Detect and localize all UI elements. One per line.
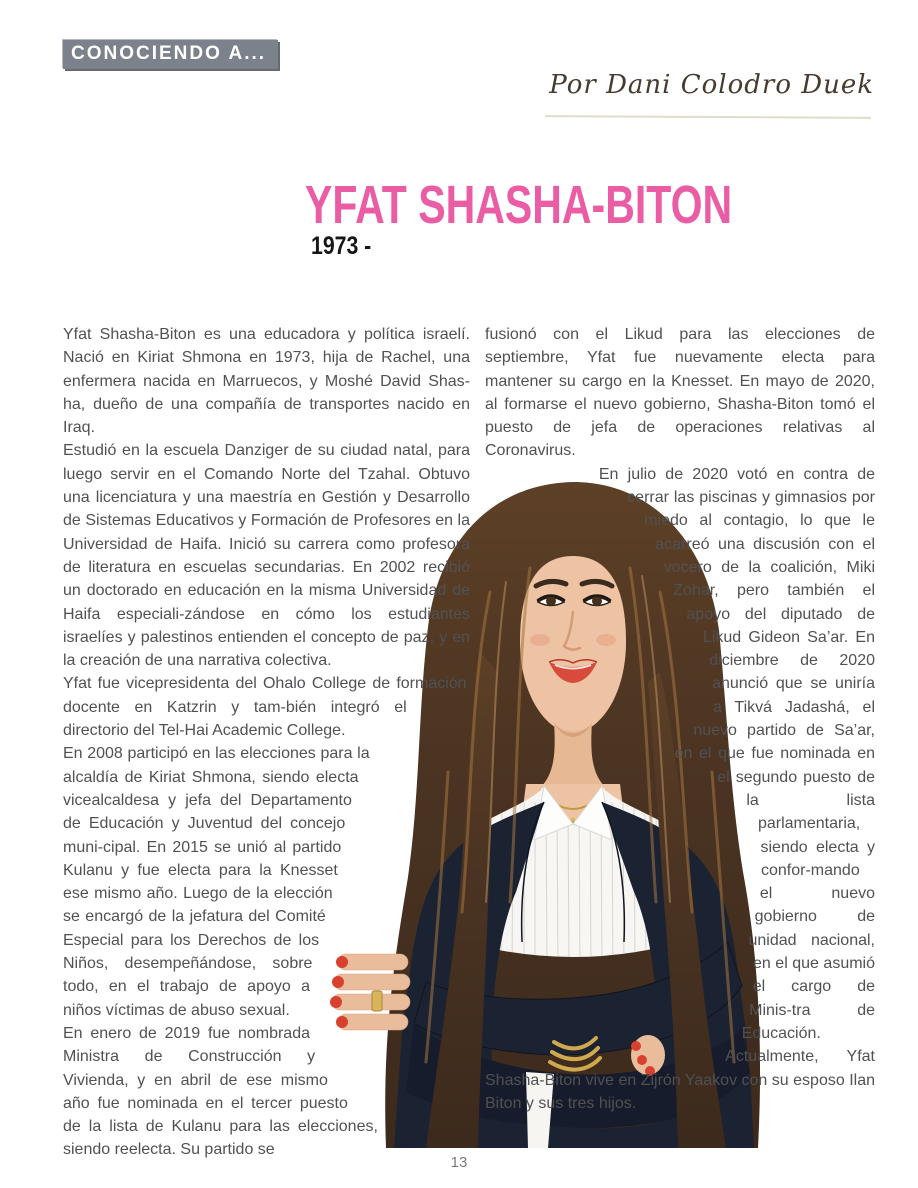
- page-number: 13: [450, 1154, 468, 1171]
- paragraph: En enero de 2019 fue nombrada Ministra de Construcción y Vivienda, y en abril de ese mismo año fue nominada en el tercer puesto de la lista de Kulanu para las elecciones, siendo reelecta. Su partido se: [63, 1024, 378, 1159]
- article-left-column: [63, 323, 470, 1163]
- article-right-column: [485, 323, 875, 1112]
- birth-year: 1973 -: [311, 232, 372, 260]
- paragraph: En julio de 2020 votó en contra de cerrar las piscinas y gimnasios por miedo al contagio, lo que le acarreó una discusión con el vocero de la coalición, Miki Zohar, pero también el apoyo del diputado de Likud Gideon Sa’ar. En diciembre de 2020 anunció que se uniría a Tikvá Jadashá, el nuevo partido de Sa’ar, en el que fue nominada en el segundo puesto de la lista parlamentaria, siendo electa y confor-mando el nuevo gobierno de unidad nacional, en el que asumió el cargo de Minis-tra de Educación.: [598, 465, 875, 1042]
- paragraph: Yfat Shasha-Biton es una educadora y política israelí. Nació en Kiriat Shmona en 1973, hija de Rachel, una enfermera nacida en Marruecos, y Moshé David Shas-ha, dueño de una compañía de transportes nacido en Iraq.: [63, 326, 470, 437]
- paragraph: fusionó con el Likud para las elecciones de septiembre, Yfat fue nuevamente electa para mantener su cargo en la Knesset. En mayo de 2020, al formarse el nuevo gobierno, Shasha-Biton tomó el puesto de jefa de operaciones relativas al Coronavirus.: [485, 326, 875, 460]
- byline: Por Dani Colodro Duek: [549, 70, 874, 100]
- section-badge: [63, 40, 278, 69]
- paragraph: En 2008 participó en las elecciones para la alcaldía de Kiriat Shmona, siendo electa vicealcaldesa y jefa del Departamento de Educación y Juventud del concejo muni-cipal. En 2015 se unió al partido Kulanu y fue electa para la Knesset ese mismo año. Luego de la elección se encargó de la jefatura del Comité Especial para los Derechos de los Niños, desempeñándose, sobre todo, en el trabajo de apoyo a niños víctimas de abuso sexual.: [63, 745, 370, 1019]
- paragraph: Actualmente, Yfat Shasha-Biton vive en Zijrón Yaakov con su esposo Ilan Biton y sus tres hijos.: [485, 1048, 875, 1112]
- byline-underline: [545, 115, 871, 119]
- section-badge-label: CONOCIENDO A...: [71, 43, 267, 64]
- page-title: YFAT SHASHA-BITON: [305, 175, 733, 235]
- paragraph: Estudió en la escuela Danziger de su ciudad natal, para luego servir en el Comando Norte del Tzahal. Obtuvo una licenciatura y una maestría en Gestión y Desarrollo de Sistemas Educativos y Formación de Profesores en la Universidad de Haifa. Inició su carrera como profesora de literatura en escuelas secundarias. En 2002 recibió un doctorado en educación en la misma Universidad de Haifa especiali-zándose en cómo los estudiantes israelíes y palestinos entienden el concepto de paz, y en la creación de una narrativa colectiva.: [63, 442, 470, 670]
- paragraph: Yfat fue vicepresidenta del Ohalo College de formación docente en Katzrin y tam-bién integró el directorio del Tel-Hai Academic College.: [63, 675, 467, 740]
